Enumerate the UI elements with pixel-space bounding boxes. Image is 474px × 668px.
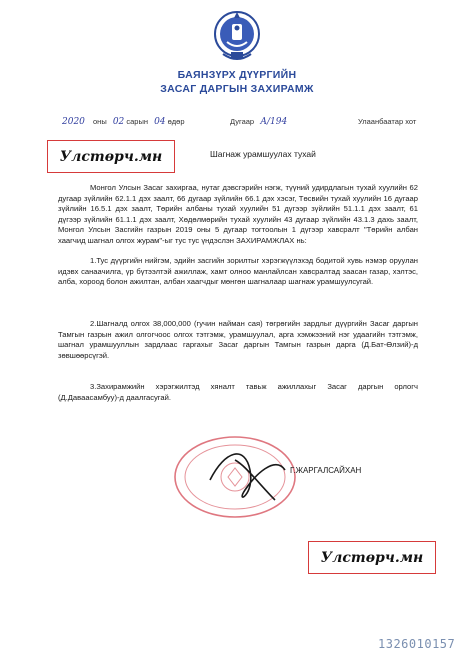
issuer-district: БАЯНЗҮРХ ДҮҮРГИЙН [177, 69, 297, 81]
state-emblem-icon [213, 6, 261, 66]
signer-name: Г.ЖАРГАЛСАЙХАН [290, 466, 362, 475]
date-month: 02 [112, 117, 125, 127]
document-subject: Шагнаж урамшуулах тухай [210, 149, 316, 159]
number-line [230, 117, 287, 127]
date-line [62, 117, 185, 127]
day-suffix: өдөр [167, 117, 185, 126]
year-suffix: оны [93, 117, 107, 126]
date-year: 2020 [62, 117, 85, 127]
watermark-logo-top: Улстөрч.мн [47, 140, 175, 173]
document-number: А/194 [260, 117, 288, 127]
paragraph-text: 3.Захирамжийн хэрэгжилтэд хяналт тавьж ажиллахыг Засаг даргын орлогч (Д.Даваасамбуу)-д даалгасугай. [58, 382, 418, 402]
preamble-paragraph [58, 183, 418, 247]
signature-icon [205, 440, 295, 510]
paragraph-text: 1.Тус дүүргийн нийгэм, эдийн засгийн зорилтыг хэрэгжүүлэхэд бодитой хувь нэмэр оруулан идэвх санаачилга, үр бүтээлтэй ажиллаж, хамт олноо манлайлсан хавсралтад заасан газар, хэлтэс, алба, хороод болон ажилтан, албан хаагчдыг мөнгөн шагналаар шагнаж урамшуулсугай. [58, 256, 418, 287]
clause-2 [58, 319, 418, 361]
city: Улаанбаатар хот [358, 117, 417, 126]
number-label: Дугаар [230, 117, 255, 126]
clause-3 [58, 382, 418, 403]
clause-1 [58, 256, 418, 288]
document-type-title: ЗАСАГ ДАРГЫН ЗАХИРАМЖ [160, 83, 314, 95]
date-day: 04 [154, 117, 166, 127]
document-barcode-number: 1326010157 [378, 637, 456, 651]
watermark-logo-bottom: Улстөрч.мн [308, 541, 436, 574]
month-suffix: сарын [126, 117, 148, 126]
paragraph-text: 2.Шагналд олгох 38,000,000 (гучин найман сая) төгрөгийн зардлыг дүүргийн Засаг даргын Тамгын газрын ажил олгогчоос олгох тэтгэмж, урамшуулал, арга хэмжээний нэг удаагийн тэтгэмж, шагнал урамшууллын зардлаас гаргахыг Засаг даргын Тамгын газрын дарга (Д.Бат-Өлзий)-д зөвшөөрсүгэй. [58, 319, 418, 360]
paragraph-text: Монгол Улсын Засаг захиргаа, нутаг дэвсгэрийн нэгж, түүний удирдлагын тухай хуулийн 62 дугаар зүйлийн 62.1.1 дэх заалт, 66 дугаар зүйлийн 66.1 дэх хэсэг, Төсвийн тухай хуулийн 16 дугаар зүйлийн 16.5.1 дэх заалт, Төрийн албаны тухай хуулийн 51 дүгээр зүйлийн 51.1.1 дэх заалт, 61 дүгээр зүйлийн 61.1.1 дэх заалт, Хөдөлмөрийн тухай хуулийн 43 дугаар зүйлийн 43.1.3 дахь заалт, Монгол Улсын Засгийн газрын 2019 оны 5 дугаар тогтоолын 1 дүгээр хавсралт "Төрийн албан хаагчид шагнал олгох журам"-ыг тус тус үндэслэн ЗАХИРАМЖЛАХ нь: [58, 183, 418, 245]
